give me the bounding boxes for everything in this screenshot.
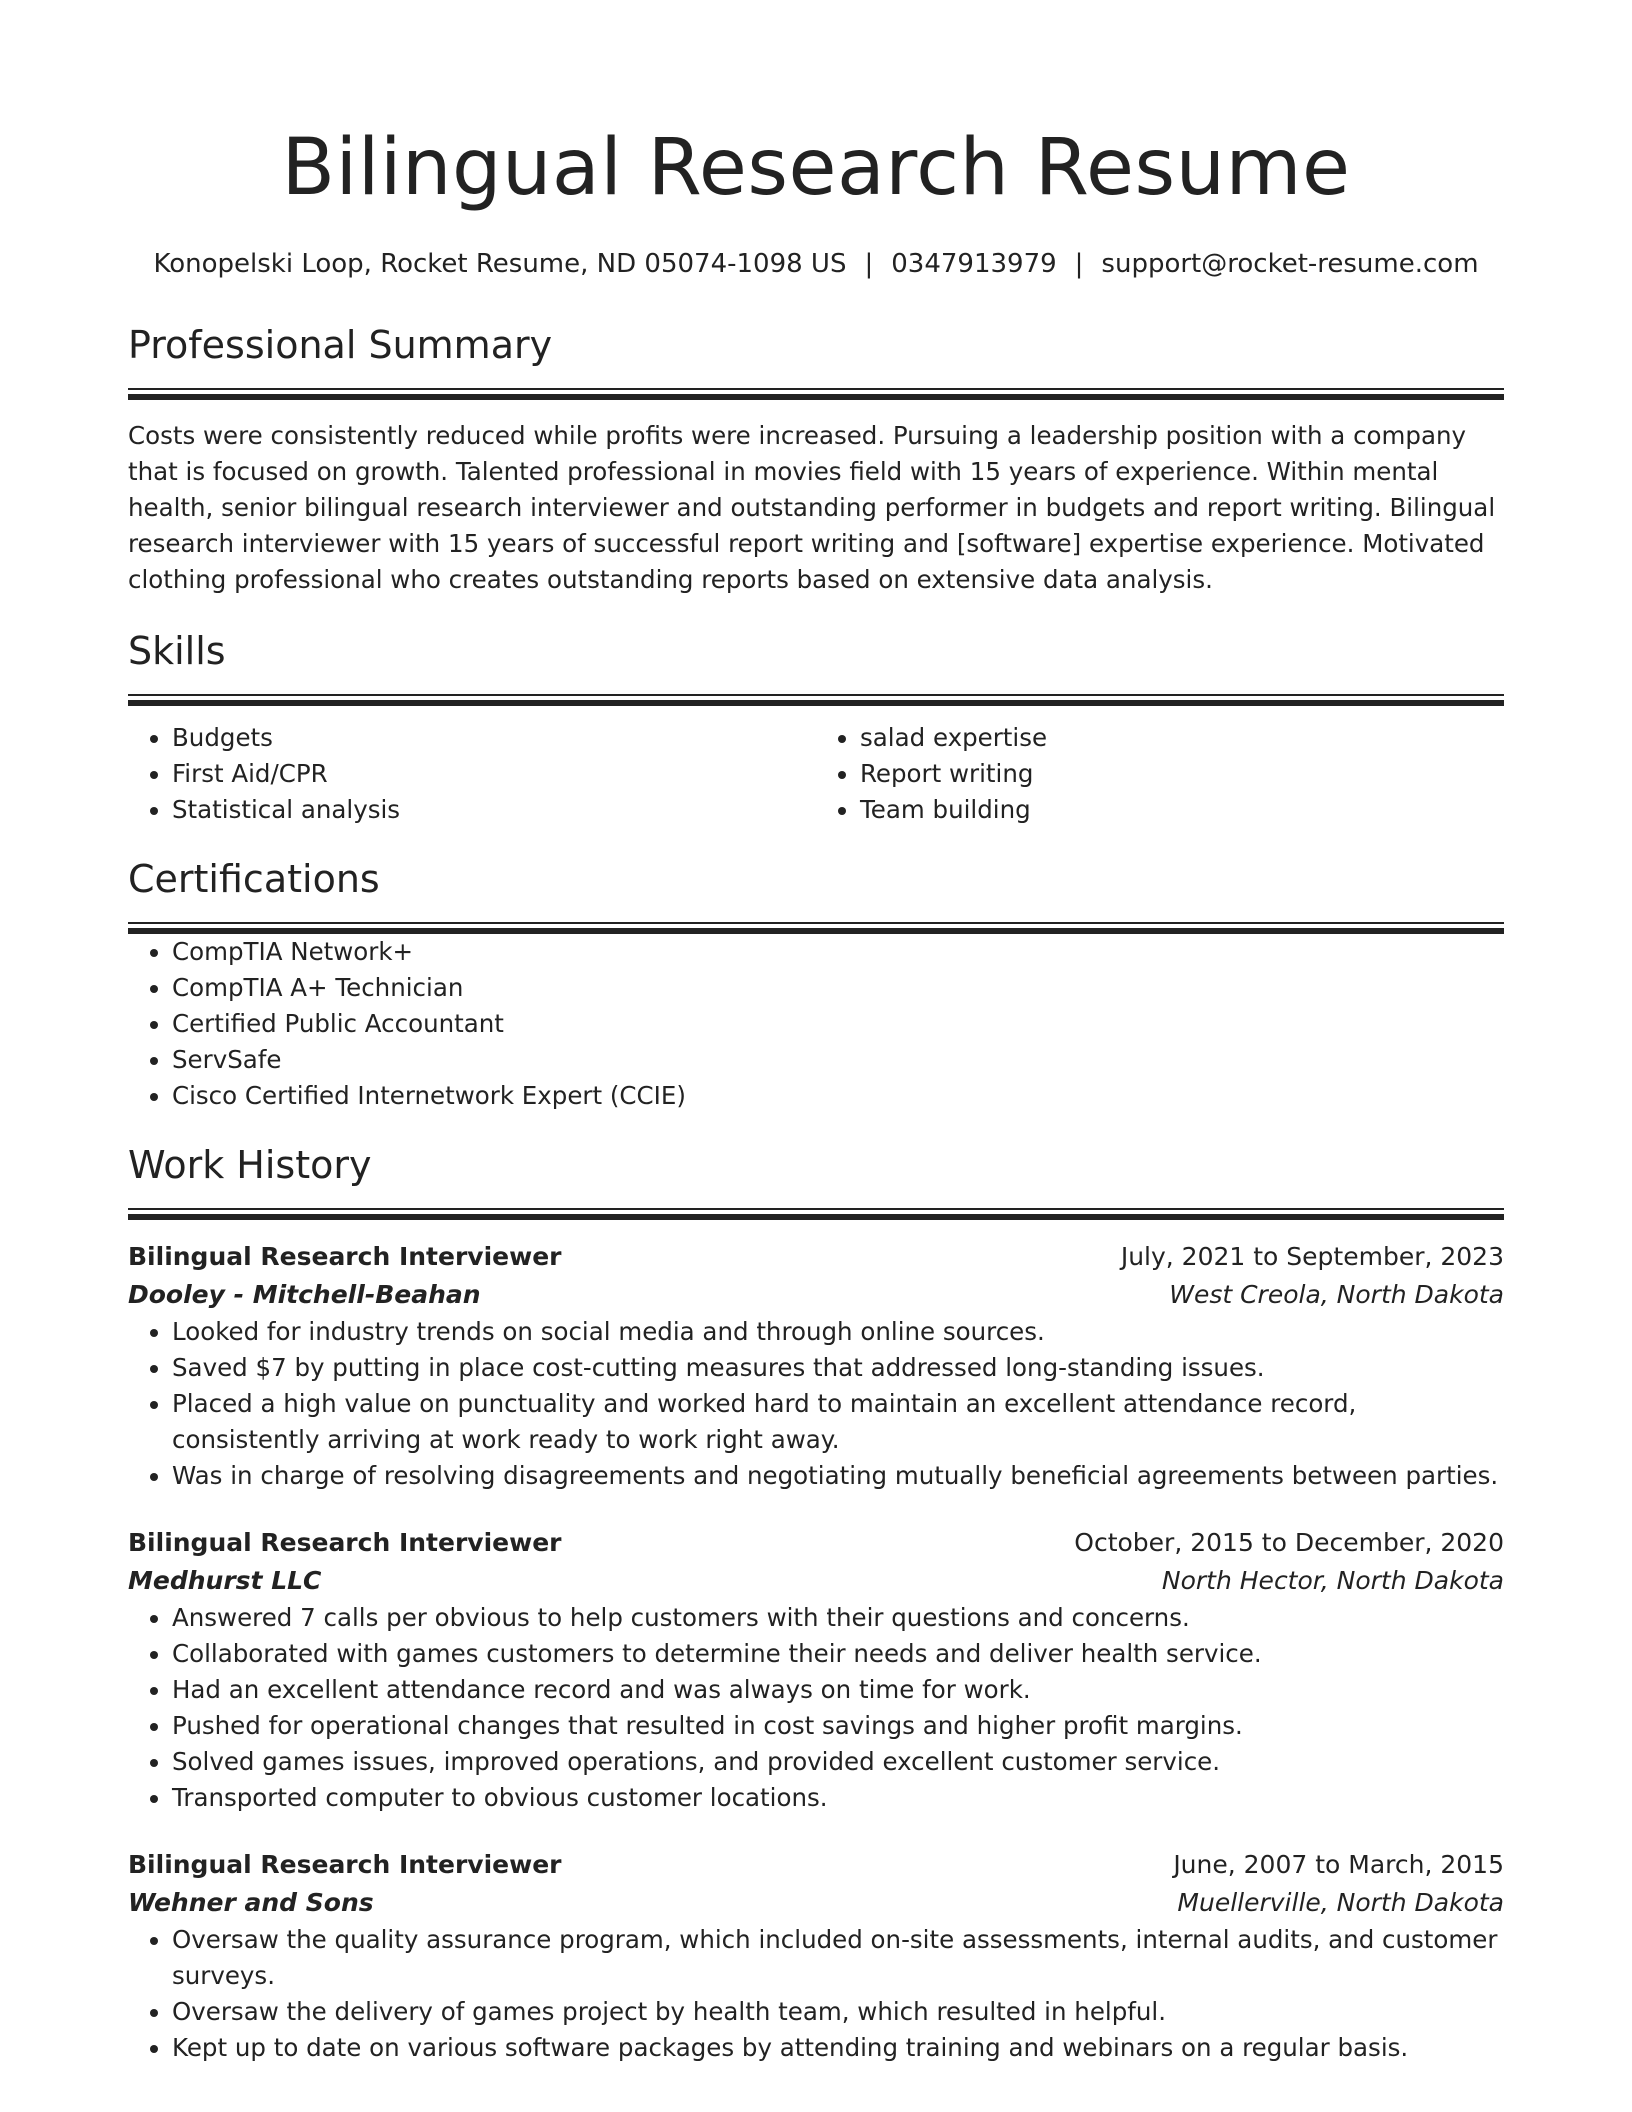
job-location: West Creola, North Dakota <box>1169 1280 1504 1309</box>
job-duty-item: • Answered 7 calls per obvious to help customers with their questions and concerns. <box>172 1600 1504 1636</box>
job-company: Dooley - Mitchell-Beahan <box>128 1280 481 1309</box>
section-heading-summary: Professional Summary <box>128 323 553 367</box>
section-divider <box>128 694 1504 706</box>
job-duty-item: • Collaborated with games customers to determine their needs and deliver health service. <box>172 1636 1504 1672</box>
section-heading-skills: Skills <box>128 629 226 673</box>
certification-item: • Cisco Certified Internetwork Expert (CCIE) <box>172 1078 1504 1114</box>
job-header-row <box>128 1846 1504 1884</box>
contact-separator: | <box>864 249 874 279</box>
job-duty-item: • Kept up to date on various software packages by attending training and webinars on a regular basis. <box>172 2030 1504 2066</box>
skills-columns <box>128 720 1504 828</box>
skill-item: • Report writing <box>860 756 1504 792</box>
job-dates: October, 2015 to December, 2020 <box>1074 1528 1504 1557</box>
certification-item: • CompTIA Network+ <box>172 934 1504 970</box>
job-entry <box>128 1524 1504 1816</box>
skills-section <box>128 626 1504 828</box>
job-company: Medhurst LLC <box>128 1566 322 1595</box>
skill-item: • First Aid/CPR <box>172 756 816 792</box>
work-history-section <box>128 1140 1504 2066</box>
job-duty-item: • Pushed for operational changes that resulted in cost savings and higher profit margins. <box>172 1708 1504 1744</box>
job-duties-list <box>128 1922 1504 2066</box>
section-divider <box>128 1208 1504 1220</box>
job-duty-item: • Placed a high value on punctuality and worked hard to maintain an excellent attendance record, consistently arriving at work ready to work right away. <box>172 1386 1504 1458</box>
skill-item: • Team building <box>860 792 1504 828</box>
contact-address: Konopelski Loop, Rocket Resume, ND 05074-1098 US <box>153 249 847 279</box>
job-header-row <box>128 1524 1504 1562</box>
job-dates: June, 2007 to March, 2015 <box>1173 1850 1504 1879</box>
job-duty-item: • Had an excellent attendance record and was always on time for work. <box>172 1672 1504 1708</box>
job-header-row <box>128 1238 1504 1276</box>
job-duties-list <box>128 1600 1504 1816</box>
job-dates: July, 2021 to September, 2023 <box>1120 1242 1504 1271</box>
contact-email: support@rocket-resume.com <box>1101 249 1479 279</box>
skill-item: • salad expertise <box>860 720 1504 756</box>
job-duty-item: • Solved games issues, improved operations, and provided excellent customer service. <box>172 1744 1504 1780</box>
section-divider <box>128 388 1504 400</box>
contact-line <box>128 246 1504 282</box>
certification-item: • ServSafe <box>172 1042 1504 1078</box>
section-heading-work-history: Work History <box>128 1143 372 1187</box>
job-entry <box>128 1846 1504 2066</box>
job-location: Muellerville, North Dakota <box>1177 1888 1504 1917</box>
job-entry <box>128 1238 1504 1494</box>
job-title: Bilingual Research Interviewer <box>128 1242 562 1271</box>
skill-item: • Statistical analysis <box>172 792 816 828</box>
resume-title: Bilingual Research Resume <box>281 123 1351 213</box>
job-duties-list <box>128 1314 1504 1494</box>
job-title: Bilingual Research Interviewer <box>128 1850 562 1879</box>
section-divider <box>128 922 1504 934</box>
certifications-list <box>128 934 1504 1114</box>
job-duty-item: • Was in charge of resolving disagreements and negotiating mutually beneficial agreements between parties. <box>172 1458 1504 1494</box>
professional-summary-section <box>128 320 1504 598</box>
job-duty-item: • Saved $7 by putting in place cost-cutting measures that addressed long-standing issues. <box>172 1350 1504 1386</box>
certification-item: • Certified Public Accountant <box>172 1006 1504 1042</box>
job-duty-item: • Oversaw the delivery of games project by health team, which resulted in helpful. <box>172 1994 1504 2030</box>
certifications-section <box>128 854 1504 1114</box>
skills-list-right <box>816 720 1504 828</box>
job-company-row <box>128 1562 1504 1600</box>
contact-phone: 0347913979 <box>891 249 1057 279</box>
job-duty-item: • Looked for industry trends on social media and through online sources. <box>172 1314 1504 1350</box>
job-title: Bilingual Research Interviewer <box>128 1528 562 1557</box>
summary-text: Costs were consistently reduced while profits were increased. Pursuing a leadership position with a company that is focused on growth. Talented professional in movies field with 15 years of experience. Within mental health, senior bilingual research interviewer and outstanding performer in budgets and report writing. Bilingual research interviewer with 15 years of successful report writing and [software] expertise experience. Motivated clothing professional who creates outstanding reports based on extensive data analysis. <box>128 421 1496 594</box>
job-company-row <box>128 1884 1504 1922</box>
job-duty-item: • Oversaw the quality assurance program, which included on-site assessments, internal audits, and customer surveys. <box>172 1922 1504 1994</box>
job-company: Wehner and Sons <box>128 1888 374 1917</box>
section-heading-certifications: Certifications <box>128 857 380 901</box>
certification-item: • CompTIA A+ Technician <box>172 970 1504 1006</box>
job-duty-item: • Transported computer to obvious customer locations. <box>172 1780 1504 1816</box>
skill-item: • Budgets <box>172 720 816 756</box>
contact-separator: | <box>1074 249 1084 279</box>
skills-list-left <box>128 720 816 828</box>
job-location: North Hector, North Dakota <box>1161 1566 1504 1595</box>
job-company-row <box>128 1276 1504 1314</box>
